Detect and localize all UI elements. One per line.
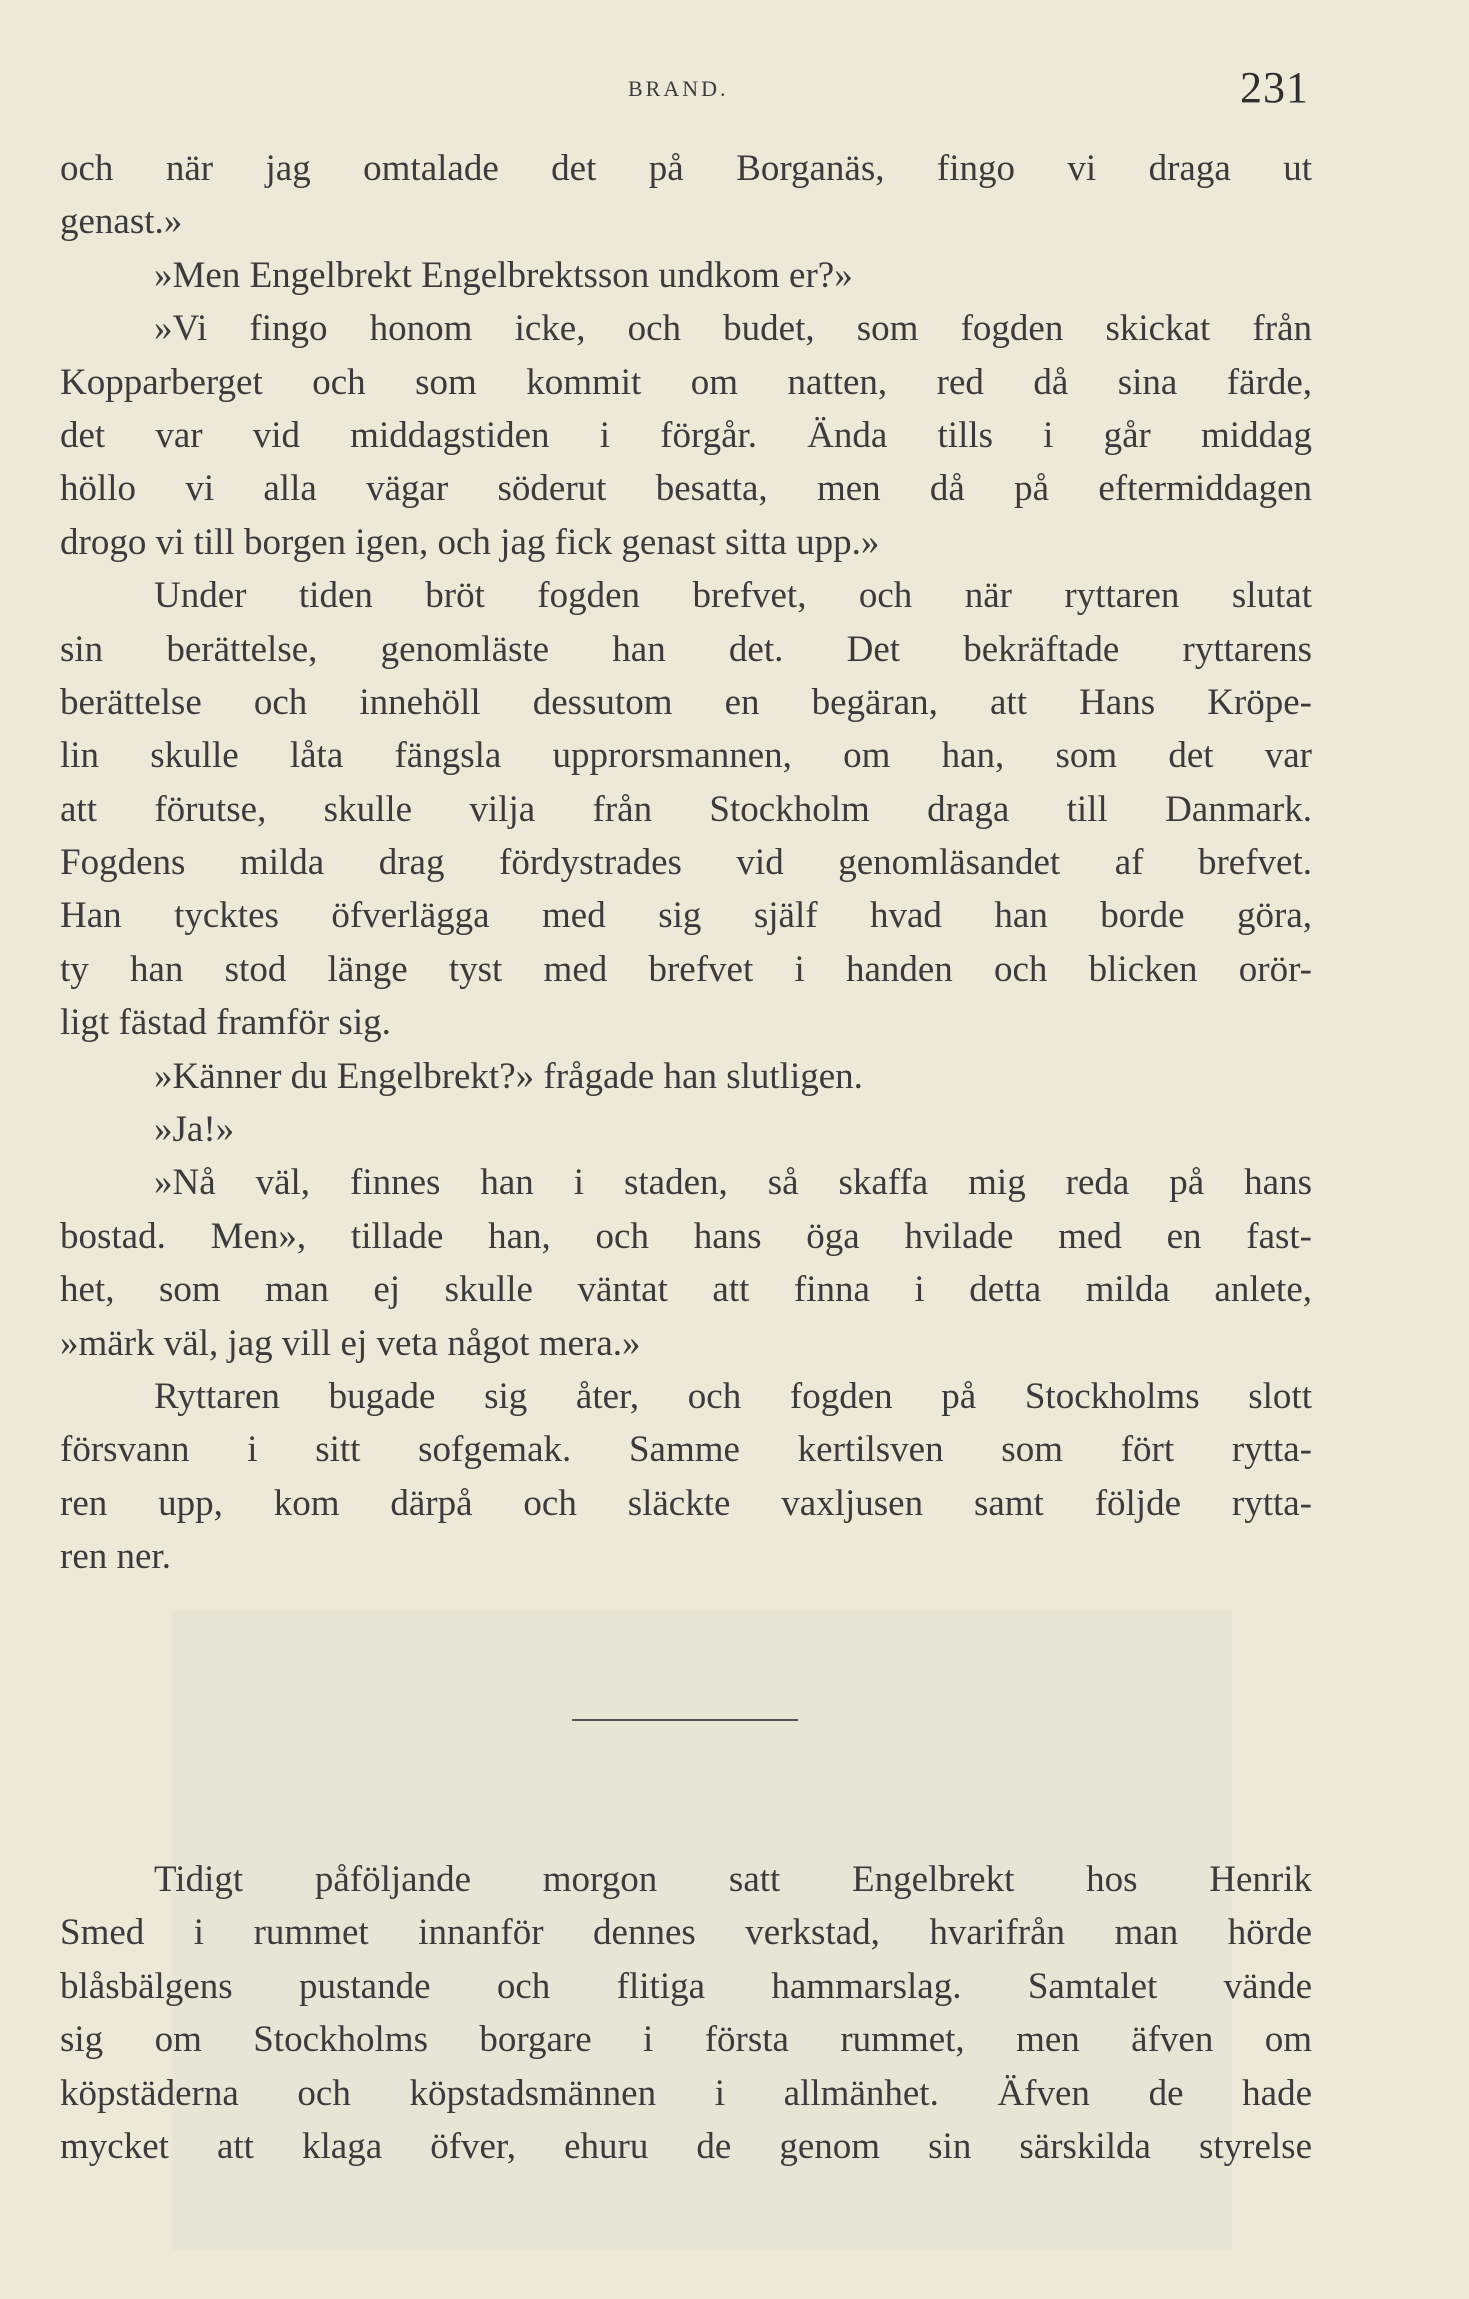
text-line: ren ner.: [60, 1536, 171, 1578]
text-line: mycket att klaga öfver, ehuru de genom sin särskilda styrelse: [60, 2125, 1312, 2167]
running-header: [0, 62, 1469, 112]
text-line: att förutse, skulle vilja från Stockholm draga till Danmark.: [60, 788, 1312, 830]
text-line: het, som man ej skulle väntat att finna i detta milda anlete,: [60, 1269, 1312, 1311]
text-line: ty han stod länge tyst med brefvet i handen och blicken orör-: [60, 948, 1312, 990]
text-block-1: [60, 142, 1312, 1584]
text-line: ren upp, kom därpå och släckte vaxljusen samt följde rytta-: [60, 1482, 1312, 1524]
text-line: försvann i sitt sofgemak. Samme kertilsven som fört rytta-: [60, 1429, 1312, 1471]
text-line: köpstäderna och köpstadsmännen i allmänhet. Äfven de hade: [60, 2072, 1312, 2114]
text-line: »Känner du Engelbrekt?» frågade han slutligen.: [154, 1055, 863, 1097]
text-line: bostad. Men», tillade han, och hans öga hvilade med en fast-: [60, 1215, 1312, 1257]
page-number: 231: [1240, 63, 1309, 112]
text-line: sig om Stockholms borgare i första rummet, men äfven om: [60, 2019, 1312, 2061]
text-line: det var vid middagstiden i förgår. Ända tills i går middag: [60, 414, 1312, 456]
section-divider: [572, 1719, 798, 1721]
text-line: »Men Engelbrekt Engelbrektsson undkom er?»: [154, 254, 853, 296]
text-line: Tidigt påföljande morgon satt Engelbrekt hos Henrik: [154, 1859, 1312, 1900]
text-line: Kopparberget och som kommit om natten, red då sina färde,: [60, 361, 1312, 403]
text-line: och när jag omtalade det på Borganäs, fingo vi draga ut: [60, 148, 1312, 189]
text-line: drogo vi till borgen igen, och jag fick genast sitta upp.»: [60, 521, 880, 563]
text-line: Smed i rummet innanför dennes verkstad, hvarifrån man hörde: [60, 1912, 1312, 1954]
text-line: Under tiden bröt fogden brefvet, och när ryttaren slutat: [154, 575, 1312, 617]
text-line: ligt fästad framför sig.: [60, 1002, 391, 1044]
text-line: höllo vi alla vägar söderut besatta, men då på eftermiddagen: [60, 468, 1312, 510]
text-line: sin berättelse, genomläste han det. Det bekräftade ryttarens: [60, 628, 1312, 670]
text-block-2: [60, 1853, 1312, 2173]
running-title: BRAND.: [628, 76, 729, 101]
text-line: lin skulle låta fängsla upprorsmannen, om han, som det var: [60, 735, 1312, 777]
text-line: »Ja!»: [154, 1109, 235, 1151]
text-line: »märk väl, jag vill ej veta något mera.»: [60, 1322, 641, 1364]
text-line: berättelse och innehöll dessutom en begäran, att Hans Kröpe-: [60, 681, 1312, 723]
text-line: genast.»: [60, 201, 183, 243]
text-line: Fogdens milda drag fördystrades vid genomläsandet af brefvet.: [60, 842, 1312, 884]
text-line: Ryttaren bugade sig åter, och fogden på Stockholms slott: [154, 1375, 1312, 1417]
text-line: blåsbälgens pustande och flitiga hammarslag. Samtalet vände: [60, 1965, 1312, 2007]
text-line: »Vi fingo honom icke, och budet, som fogden skickat från: [154, 308, 1312, 350]
text-line: »Nå väl, finnes han i staden, så skaffa mig reda på hans: [154, 1162, 1312, 1204]
text-line: Han tycktes öfverlägga med sig själf hvad han borde göra,: [60, 895, 1312, 937]
